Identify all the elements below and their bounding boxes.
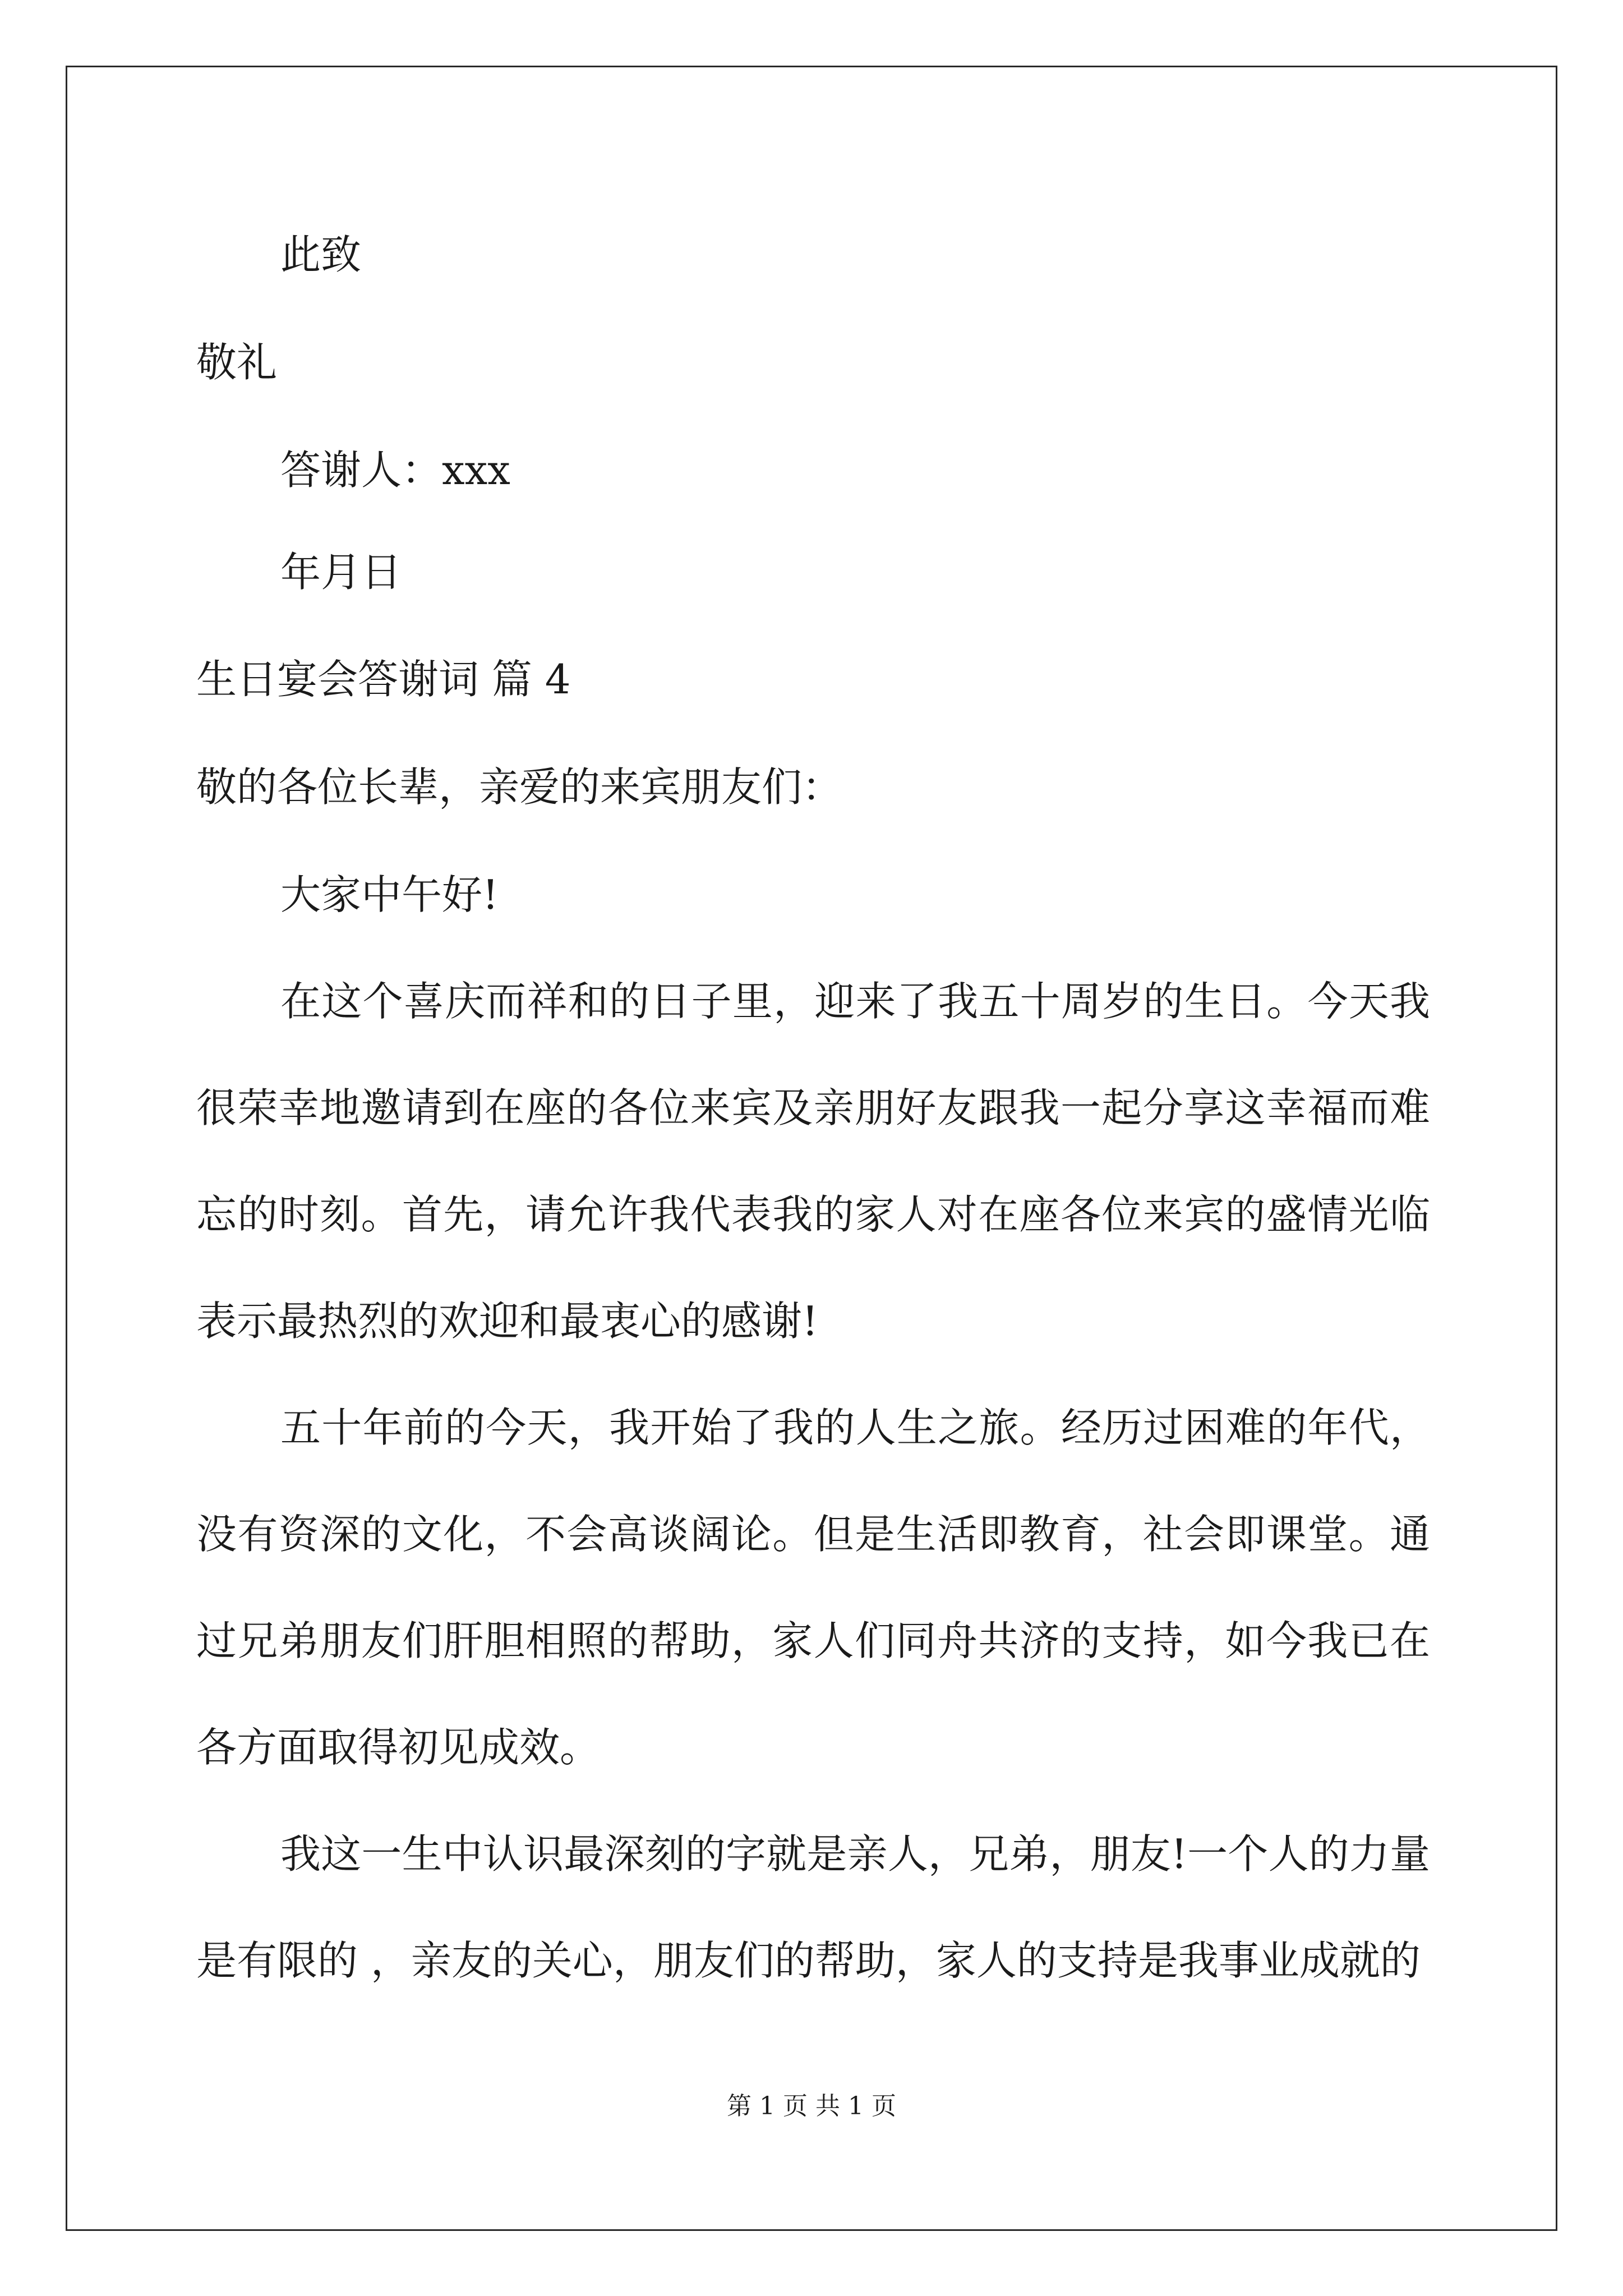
opening-line: 大家中午好!	[280, 871, 499, 918]
body-paragraph: 我这一生中认识最深刻的字就是亲人，兄弟，朋友!一个人的力量是有限的 ，亲友的关心，朋友们的帮助，家人的支持是我事业成就的	[196, 1830, 1430, 1984]
section-title: 生日宴会答谢词 篇 4	[196, 656, 571, 703]
body-paragraph: 五十年前的今天，我开始了我的人生之旅。经历过困难的年代，没有资深的文化，不会高谈阔论。但是生活即教育，社会即课堂。通过兄弟朋友们肝胆相照的帮助，家人们同舟共济的支持，如今我已在各方面取得初见成效。	[196, 1404, 1430, 1771]
closing-line: 此致	[280, 231, 362, 278]
signer-line: 答谢人：xxx	[280, 447, 510, 494]
greeting-line: 敬的各位长辈，亲爱的来宾朋友们：	[196, 763, 843, 811]
body-paragraph: 在这个喜庆而祥和的日子里，迎来了我五十周岁的生日。今天我很荣幸地邀请到在座的各位来宾及亲朋好友跟我一起分享这幸福而难忘的时刻。首先，请允许我代表我的家人对在座各位来宾的盛情光临表示最热烈的欢迎和最衷心的感谢!	[196, 978, 1430, 1345]
date-line: 年月日	[280, 549, 402, 596]
salute-line: 敬礼	[196, 339, 278, 386]
page-footer: 第 1 页 共 1 页	[727, 2092, 896, 2120]
